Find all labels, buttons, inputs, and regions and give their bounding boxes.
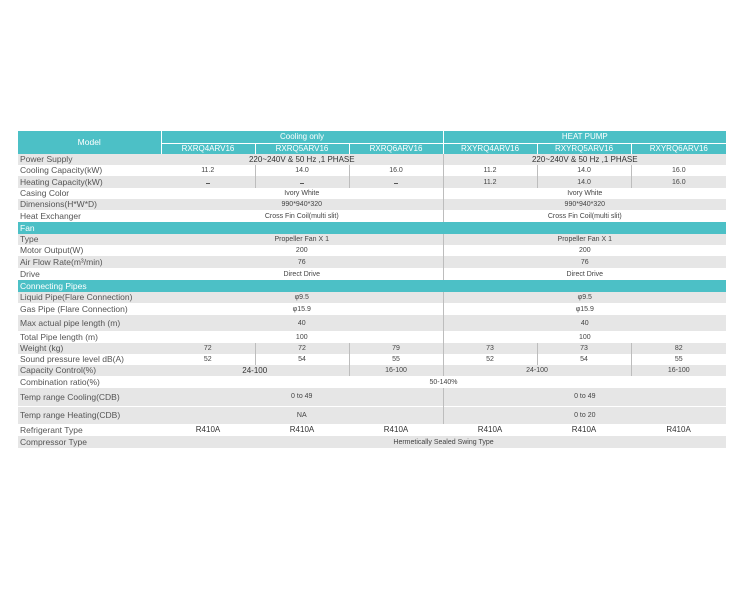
cell-value: R410A [537, 424, 631, 436]
cell-value: Cross Fin Coil(multi slit) [161, 210, 443, 222]
cell-value: Propeller Fan X 1 [443, 234, 726, 245]
row-gas-pipe [18, 303, 726, 315]
row-label: Cooling Capacity(kW) [18, 165, 161, 176]
cell-value: 72 [161, 343, 255, 354]
row-drive [18, 268, 726, 280]
cell-value: 16.0 [349, 165, 443, 176]
row-heat-exchanger [18, 210, 726, 222]
cell-value: 100 [443, 331, 726, 343]
cell-value: φ15.9 [443, 303, 726, 315]
cell-value: 0 to 20 [443, 406, 726, 424]
row-label: Capacity Control(%) [18, 365, 161, 376]
row-liquid-pipe [18, 292, 726, 303]
cell-value: R410A [161, 424, 255, 436]
cell-value: 11.2 [161, 165, 255, 176]
row-air-flow-rate [18, 256, 726, 268]
row-label: Combination ratio(%) [18, 376, 161, 388]
row-label: Sound pressure level dB(A) [18, 354, 161, 365]
row-refrigerant-type [18, 424, 726, 436]
row-label: Heat Exchanger [18, 210, 161, 222]
cell-value: 16-100 [631, 365, 726, 376]
cell-value: 11.2 [443, 176, 537, 188]
cell-value: NA [161, 406, 443, 424]
cell-value: Ivory White [161, 188, 443, 199]
model-name: RXYRQ6ARV16 [631, 143, 726, 154]
cell-value: 24-100 [443, 365, 631, 376]
row-label: Temp range Cooling(CDB) [18, 388, 161, 406]
cell-empty [349, 176, 443, 188]
cell-value: Hermetically Sealed Swing Type [161, 436, 726, 448]
row-fan-type [18, 234, 726, 245]
model-header: Model [18, 131, 161, 154]
cell-value: 55 [349, 354, 443, 365]
row-motor-output [18, 245, 726, 256]
cell-value: R410A [443, 424, 537, 436]
row-total-pipe-length [18, 331, 726, 343]
cell-value: 990*940*320 [161, 199, 443, 210]
cell-value: R410A [349, 424, 443, 436]
row-label: Liquid Pipe(Flare Connection) [18, 292, 161, 303]
row-label: Drive [18, 268, 161, 280]
section-header-fan: Fan [18, 222, 726, 234]
dash-mark [300, 183, 304, 184]
cell-value: R410A [631, 424, 726, 436]
cell-value: 14.0 [537, 165, 631, 176]
cell-value: 14.0 [537, 176, 631, 188]
cell-value: 55 [631, 354, 726, 365]
cell-value: 220~240V & 50 Hz ,1 PHASE [443, 154, 726, 165]
section-header-connecting-pipes: Connecting Pipes [18, 280, 726, 292]
cell-value: 200 [443, 245, 726, 256]
cell-value: 52 [161, 354, 255, 365]
row-label: Max actual pipe length (m) [18, 315, 161, 331]
cell-value: 50-140% [161, 376, 726, 388]
model-name: RXRQ5ARV16 [255, 143, 349, 154]
cell-empty [255, 176, 349, 188]
row-compressor-type [18, 436, 726, 448]
cell-value: 40 [161, 315, 443, 331]
cell-value: 73 [537, 343, 631, 354]
model-name: RXRQ4ARV16 [161, 143, 255, 154]
cell-value: 200 [161, 245, 443, 256]
row-label: Heating Capacity(kW) [18, 176, 161, 188]
row-label: Motor Output(W) [18, 245, 161, 256]
cell-value: Direct Drive [161, 268, 443, 280]
row-cooling-capacity [18, 165, 726, 176]
cell-value: φ9.5 [161, 292, 443, 303]
model-name: RXYRQ4ARV16 [443, 143, 537, 154]
cell-value: 16-100 [349, 365, 443, 376]
cell-value: Propeller Fan X 1 [161, 234, 443, 245]
row-temp-range-cooling [18, 388, 726, 406]
cell-value: 100 [161, 331, 443, 343]
cell-value: Cross Fin Coil(multi slit) [443, 210, 726, 222]
group-cooling-only: Cooling only [161, 131, 443, 143]
specification-table [18, 131, 726, 448]
row-capacity-control [18, 365, 726, 376]
section-fan [18, 222, 726, 234]
cell-value: R410A [255, 424, 349, 436]
cell-value: 990*940*320 [443, 199, 726, 210]
cell-value: 0 to 49 [161, 388, 443, 406]
row-label: Dimensions(H*W*D) [18, 199, 161, 210]
cell-value: 79 [349, 343, 443, 354]
row-label: Air Flow Rate(m³/min) [18, 256, 161, 268]
row-label: Casing Color [18, 188, 161, 199]
cell-value: 52 [443, 354, 537, 365]
row-label: Temp range Heating(CDB) [18, 406, 161, 424]
cell-value: Ivory White [443, 188, 726, 199]
cell-value: 16.0 [631, 176, 726, 188]
cell-value: 76 [443, 256, 726, 268]
dash-mark [206, 183, 210, 184]
cell-value: φ15.9 [161, 303, 443, 315]
row-label: Weight (kg) [18, 343, 161, 354]
cell-value: 220~240V & 50 Hz ,1 PHASE [161, 154, 443, 165]
model-name: RXYRQ5ARV16 [537, 143, 631, 154]
cell-value: Direct Drive [443, 268, 726, 280]
row-label: Power Supply [18, 154, 161, 165]
dash-mark [394, 183, 398, 184]
model-name: RXRQ6ARV16 [349, 143, 443, 154]
row-sound-pressure [18, 354, 726, 365]
row-label: Type [18, 234, 161, 245]
cell-value: 24-100 [161, 365, 349, 376]
cell-value: 72 [255, 343, 349, 354]
cell-value: φ9.5 [443, 292, 726, 303]
row-label: Gas Pipe (Flare Connection) [18, 303, 161, 315]
section-connecting-pipes [18, 280, 726, 292]
cell-value: 54 [537, 354, 631, 365]
row-label: Total Pipe length (m) [18, 331, 161, 343]
row-temp-range-heating [18, 406, 726, 424]
cell-value: 16.0 [631, 165, 726, 176]
cell-value: 54 [255, 354, 349, 365]
cell-value: 11.2 [443, 165, 537, 176]
row-label: Refrigerant Type [18, 424, 161, 436]
cell-value: 76 [161, 256, 443, 268]
row-max-pipe-length [18, 315, 726, 331]
cell-value: 14.0 [255, 165, 349, 176]
cell-value: 82 [631, 343, 726, 354]
cell-value: 40 [443, 315, 726, 331]
cell-empty [161, 176, 255, 188]
row-heating-capacity [18, 176, 726, 188]
cell-value: 0 to 49 [443, 388, 726, 406]
group-heat-pump: HEAT PUMP [443, 131, 726, 143]
row-power-supply [18, 154, 726, 165]
row-label: Compressor Type [18, 436, 161, 448]
cell-value: 73 [443, 343, 537, 354]
row-combination-ratio [18, 376, 726, 388]
row-casing-color [18, 188, 726, 199]
row-weight [18, 343, 726, 354]
row-dimensions [18, 199, 726, 210]
